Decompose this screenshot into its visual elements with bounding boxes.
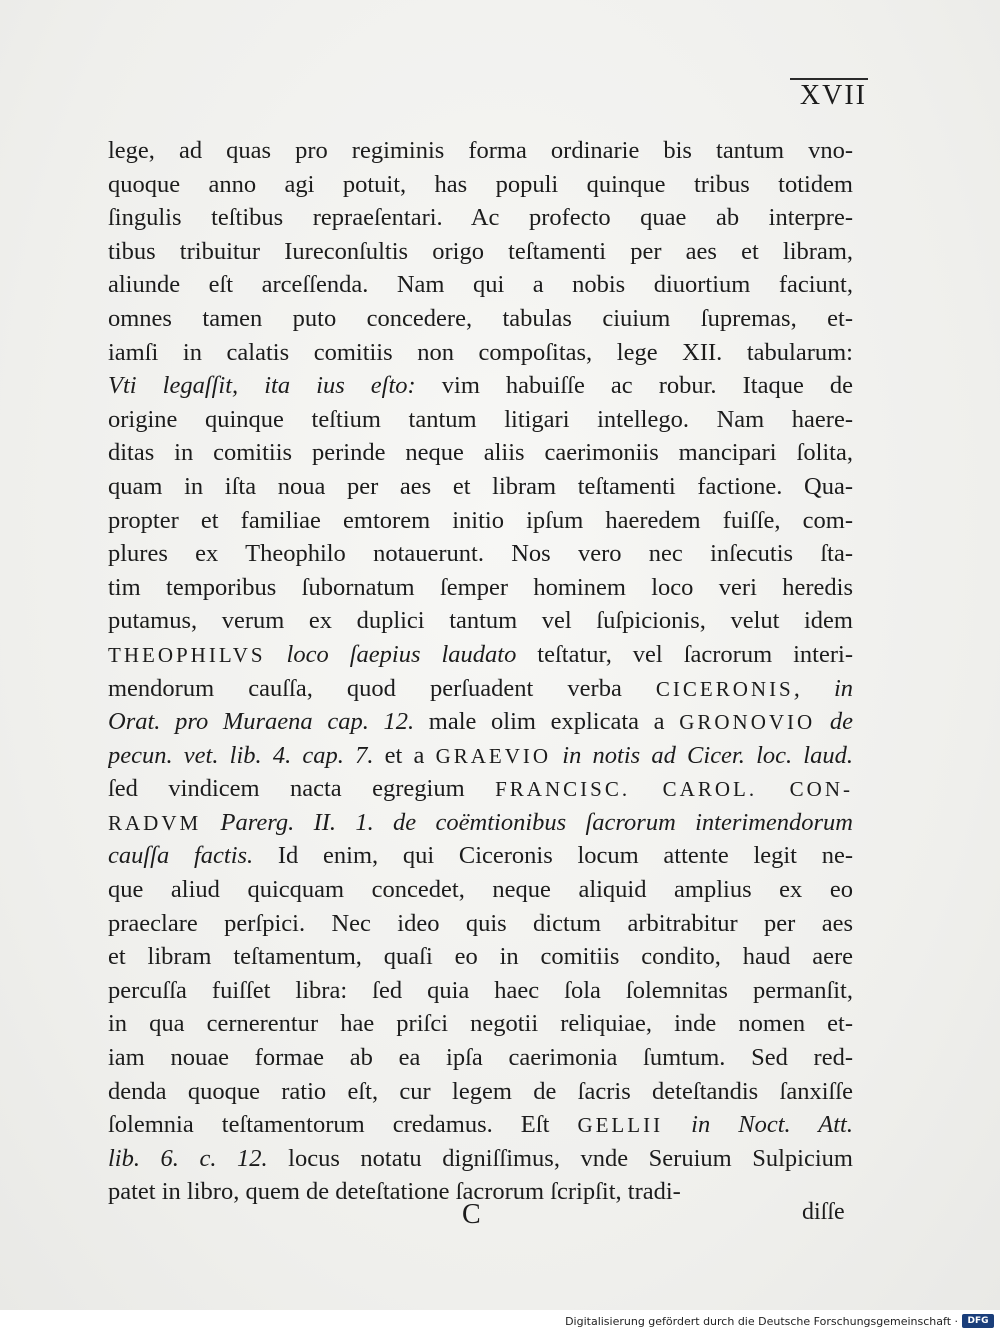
text-run: plures ex Theophilo notauerunt. Nos vero nec inſecutis ſta- bbox=[108, 540, 853, 568]
small-caps-name: THEOPHILVS bbox=[108, 642, 266, 667]
text-run: propter et familiae emtorem initio ipſum haeredem fuiſſe, com- bbox=[108, 506, 853, 534]
italic-citation: de bbox=[815, 708, 853, 736]
text-line bbox=[108, 873, 853, 907]
text-run: lege, ad quas pro regiminis forma ordinarie bis tantum vno- bbox=[108, 137, 853, 164]
text-run: ſolemnia teſtamentorum credamus. Eſt bbox=[108, 1111, 578, 1139]
text-run: tibus tribuitur Iureconſultis origo teſtamenti per aes et libram, bbox=[108, 237, 853, 265]
dfg-logo: DFG bbox=[962, 1314, 994, 1328]
text-run: iamſi in calatis comitiis non compoſitas, lege XII. tabularum: bbox=[108, 338, 853, 366]
small-caps-name: FRANCISC. CAROL. CON- bbox=[495, 777, 853, 802]
text-line bbox=[108, 537, 853, 571]
text-line bbox=[108, 1007, 853, 1041]
text-run: et a bbox=[373, 741, 436, 769]
text-run: patet in libro, quem de deteſtatione ſacrorum ſcripſit, tradi- bbox=[108, 1178, 681, 1206]
text-run: tim temporibus ſubornatum ſemper hominem loco veri heredis bbox=[108, 573, 853, 601]
text-line bbox=[108, 974, 853, 1008]
text-run: denda quoque ratio eſt, cur legem de ſacris deteſtandis ſanxiſſe bbox=[108, 1077, 853, 1105]
text-line bbox=[108, 638, 853, 672]
small-caps-name: GRONOVIO bbox=[679, 710, 816, 735]
text-run: praeclare perſpici. Nec ideo quis dictum arbitrabitur per aes bbox=[108, 909, 853, 937]
small-caps-name: GRAEVIO bbox=[435, 743, 552, 768]
text-line bbox=[108, 302, 853, 336]
italic-citation: loco ſaepius laudato bbox=[265, 640, 517, 668]
text-line bbox=[108, 504, 853, 538]
text-run: quoque anno agi potuit, has populi quinque tribus totidem bbox=[108, 170, 853, 198]
text-run: ſingulis teſtibus repraeſentari. Ac profecto quae ab interpre- bbox=[108, 204, 853, 232]
text-line bbox=[108, 436, 853, 470]
italic-citation: pecun. vet. lib. 4. cap. 7. bbox=[108, 741, 374, 769]
footer-credit: Digitalisierung gefördert durch die Deutsche Forschungsgemeinschaft · bbox=[565, 1315, 958, 1328]
text-line bbox=[108, 369, 853, 403]
text-line bbox=[108, 201, 853, 235]
text-line bbox=[108, 806, 853, 840]
text-line bbox=[108, 1108, 853, 1142]
body-text bbox=[108, 134, 853, 1209]
text-line bbox=[108, 739, 853, 773]
text-run: in qua cernerentur hae priſci negotii reliquiae, inde nomen et- bbox=[108, 1010, 853, 1038]
text-line bbox=[108, 604, 853, 638]
text-run: locus notatu digniſſimus, vnde Seruium Sulpicium bbox=[267, 1144, 853, 1172]
catchword: diſſe bbox=[802, 1199, 845, 1225]
text-line bbox=[108, 705, 853, 739]
text-run: origine quinque teſtium tantum litigari intellego. Nam haere- bbox=[108, 405, 853, 433]
text-run: et libram teſtamentum, quaſi eo in comitiis condito, haud aere bbox=[108, 943, 853, 971]
text-run: omnes tamen puto concedere, tabulas ciuium ſupremas, et- bbox=[108, 304, 853, 332]
text-line bbox=[108, 839, 853, 873]
text-line bbox=[108, 235, 853, 269]
italic-citation: Parerg. II. 1. de coëmtionibus ſacrorum interimendorum bbox=[201, 808, 853, 836]
text-line bbox=[108, 1075, 853, 1109]
text-run: percuſſa fuiſſet libra: ſed quia haec ſola ſolemnitas permanſit, bbox=[108, 976, 853, 1004]
text-line bbox=[108, 907, 853, 941]
text-line bbox=[108, 403, 853, 437]
text-run: vim habuiſſe ac robur. Itaque de bbox=[415, 372, 853, 400]
text-line bbox=[108, 470, 853, 504]
small-caps-name: GELLII bbox=[577, 1113, 664, 1138]
italic-citation: Orat. pro Muraena cap. 12. bbox=[108, 708, 415, 736]
text-line bbox=[108, 268, 853, 302]
footer-bar bbox=[0, 1310, 1000, 1333]
small-caps-name: CICERONIS bbox=[655, 676, 794, 701]
text-run: putamus, verum ex duplici tantum vel ſuſpicionis, velut idem bbox=[108, 607, 853, 635]
text-line bbox=[108, 168, 853, 202]
text-run: que aliud quicquam concedet, neque aliquid amplius ex eo bbox=[108, 876, 853, 904]
italic-citation: , in bbox=[793, 674, 853, 702]
text-run: teſtatur, vel ſacrorum interi- bbox=[516, 640, 853, 668]
text-line bbox=[108, 1041, 853, 1075]
italic-citation: lib. 6. c. 12. bbox=[108, 1144, 268, 1172]
text-run: quam in iſta noua per aes et libram teſtamenti factione. Qua- bbox=[108, 472, 853, 500]
text-run: aliunde eſt arceſſenda. Nam qui a nobis diuortium faciunt, bbox=[108, 271, 853, 299]
text-line bbox=[108, 571, 853, 605]
text-run: iam nouae formae ab ea ipſa caerimonia ſumtum. Sed red- bbox=[108, 1044, 853, 1072]
text-line bbox=[108, 336, 853, 370]
text-run: Id enim, qui Ciceronis locum attente legit ne- bbox=[253, 842, 853, 870]
text-line bbox=[108, 772, 853, 806]
text-line bbox=[108, 1142, 853, 1176]
text-line bbox=[108, 672, 853, 706]
text-run: male olim explicata a bbox=[414, 708, 680, 736]
text-run: ſed vindicem nacta egregium bbox=[108, 775, 496, 803]
signature-mark: C bbox=[462, 1199, 481, 1230]
text-line bbox=[108, 134, 853, 168]
small-caps-name: RADVM bbox=[108, 810, 202, 835]
page-number: XVII bbox=[799, 80, 867, 111]
text-run: ditas in comitiis perinde neque aliis caerimoniis mancipari ſolita, bbox=[108, 439, 853, 467]
italic-citation: cauſſa factis. bbox=[108, 842, 254, 870]
text-run: mendorum cauſſa, quod perſuadent verba bbox=[108, 674, 656, 702]
italic-citation: Vti legaſſit, ita ius eſto: bbox=[108, 372, 416, 400]
italic-citation: in Noct. Att. bbox=[663, 1111, 853, 1139]
italic-citation: in notis ad Cicer. loc. laud. bbox=[551, 741, 853, 769]
text-line bbox=[108, 940, 853, 974]
